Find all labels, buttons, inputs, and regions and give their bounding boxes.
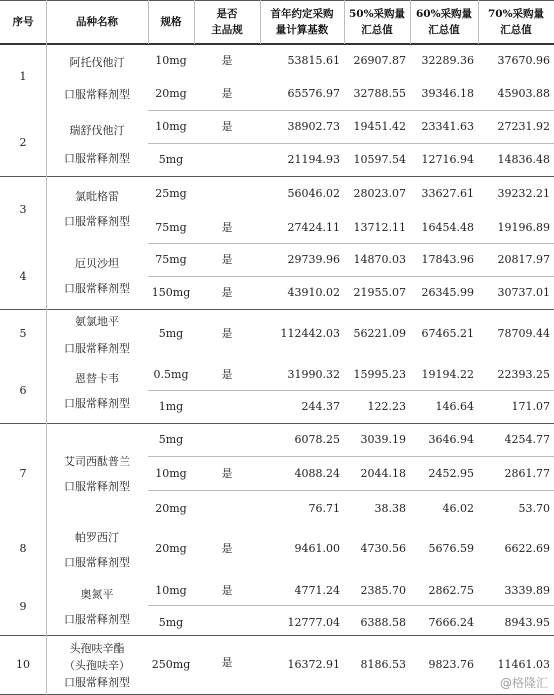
- base-value: 65576.97: [287, 87, 340, 100]
- p60-value: 46.02: [442, 502, 474, 515]
- p50-value: 122.23: [367, 400, 406, 413]
- spec-cell: 5mg: [158, 616, 184, 629]
- p70-value: 45903.88: [497, 87, 550, 100]
- seq-cell: 3: [19, 203, 27, 216]
- p50-value: 15995.23: [353, 368, 406, 381]
- p60-value: 32289.36: [421, 54, 474, 67]
- header-seq: 序号: [12, 16, 34, 28]
- product-form: 口服常释剂型: [64, 397, 130, 410]
- p70-value: 39232.21: [497, 187, 550, 200]
- seq-cell: 2: [19, 136, 27, 149]
- p50-value: 14870.03: [353, 253, 406, 266]
- product-name: 奥氮平: [80, 588, 114, 601]
- p60-value: 9823.76: [428, 658, 474, 671]
- p50-value: 6388.58: [360, 616, 406, 629]
- header-divider: [148, 0, 149, 44]
- spec-cell: 10mg: [155, 584, 187, 597]
- spec-cell: 20mg: [155, 542, 187, 555]
- spec-cell: 75mg: [155, 253, 187, 266]
- base-value: 12777.04: [287, 616, 340, 629]
- main-flag: 是: [221, 467, 233, 480]
- main-flag: 是: [221, 327, 233, 340]
- header-main: 是否 主品规: [211, 8, 243, 36]
- product-name: 阿托伐他汀: [69, 56, 125, 69]
- p70-value: 14836.48: [497, 153, 550, 166]
- product-name: 氨氯地平: [75, 315, 119, 328]
- p50-value: 38.38: [374, 502, 406, 515]
- row-rule: [148, 456, 554, 457]
- header-p70: 70%采购量 汇总值: [487, 8, 545, 36]
- spec-cell: 20mg: [155, 502, 187, 515]
- spec-cell: 75mg: [155, 221, 187, 234]
- product-name: 氯吡格雷: [75, 190, 119, 203]
- base-value: 4088.24: [294, 467, 340, 480]
- p70-value: 27231.92: [497, 120, 550, 133]
- product-name: 帕罗西汀: [75, 531, 119, 544]
- p50-value: 21955.07: [353, 286, 406, 299]
- p60-value: 39346.18: [421, 87, 474, 100]
- p60-value: 16454.48: [421, 221, 474, 234]
- header-base: 首年约定采购 量计算基数: [270, 8, 334, 36]
- p60-value: 19194.22: [421, 368, 474, 381]
- p50-value: 10597.54: [353, 153, 406, 166]
- spec-cell: 5mg: [158, 327, 184, 340]
- seq-cell: 5: [19, 327, 27, 340]
- seq-cell: 4: [19, 270, 27, 283]
- group-rule: [0, 423, 554, 424]
- p50-value: 2044.18: [360, 467, 406, 480]
- base-value: 43910.02: [287, 286, 340, 299]
- base-value: 244.37: [301, 400, 340, 413]
- seq-cell: 6: [19, 384, 27, 397]
- spec-cell: 5mg: [158, 153, 184, 166]
- product-name-alt: （头孢呋辛）: [64, 659, 130, 672]
- p70-value: 19196.89: [497, 221, 550, 234]
- group-rule: [0, 176, 554, 177]
- base-value: 112442.03: [280, 327, 340, 340]
- p60-value: 5676.59: [428, 542, 474, 555]
- product-name: 恩替卡韦: [75, 372, 119, 385]
- main-flag: 是: [221, 221, 233, 234]
- p70-value: 20817.97: [497, 253, 550, 266]
- p50-value: 2385.70: [360, 584, 406, 597]
- p70-value: 78709.44: [497, 327, 550, 340]
- base-value: 31990.32: [287, 368, 340, 381]
- p60-value: 26345.99: [421, 286, 474, 299]
- p50-value: 19451.42: [353, 120, 406, 133]
- base-value: 53815.61: [287, 54, 340, 67]
- base-value: 16372.91: [287, 658, 340, 671]
- main-flag: 是: [221, 54, 233, 67]
- header-p50: 50%采购量 汇总值: [348, 8, 406, 36]
- product-form: 口服常释剂型: [64, 342, 130, 355]
- header-divider: [46, 0, 47, 44]
- header-divider: [344, 0, 345, 44]
- p50-value: 13712.11: [353, 221, 406, 234]
- spec-cell: 25mg: [155, 187, 187, 200]
- base-value: 29739.96: [287, 253, 340, 266]
- base-value: 6078.25: [294, 433, 340, 446]
- p70-value: 8943.95: [504, 616, 550, 629]
- product-form: 口服常释剂型: [64, 88, 130, 101]
- spec-cell: 5mg: [158, 433, 184, 446]
- seq-cell: 7: [19, 467, 27, 480]
- p70-value: 3339.89: [504, 584, 550, 597]
- p60-value: 33627.61: [421, 187, 474, 200]
- product-form: 口服常释剂型: [64, 676, 130, 689]
- p70-value: 53.70: [518, 502, 550, 515]
- spec-cell: 10mg: [155, 120, 187, 133]
- spec-cell: 0.5mg: [153, 368, 189, 381]
- header-bottom-rule: [0, 43, 554, 45]
- spec-cell: 1mg: [158, 400, 184, 413]
- group-rule: [0, 309, 554, 310]
- group-rule: [0, 635, 554, 636]
- main-flag: 是: [221, 253, 233, 266]
- main-flag: 是: [221, 656, 233, 669]
- p70-value: 30737.01: [497, 286, 550, 299]
- p70-value: 6622.69: [504, 542, 550, 555]
- p60-value: 3646.94: [428, 433, 474, 446]
- p50-value: 56221.09: [353, 327, 406, 340]
- header-divider: [194, 0, 195, 44]
- row-rule: [148, 490, 554, 491]
- row-rule: [148, 390, 554, 391]
- main-flag: 是: [221, 368, 233, 381]
- watermark-text: @格隆汇: [499, 676, 548, 690]
- product-name: 艾司西酞普兰: [64, 455, 130, 468]
- p60-value: 12716.94: [421, 153, 474, 166]
- base-value: 21194.93: [287, 153, 340, 166]
- p60-value: 23341.63: [421, 120, 474, 133]
- p70-value: 11461.03: [497, 658, 550, 671]
- base-value: 4771.24: [294, 584, 340, 597]
- spec-cell: 20mg: [155, 87, 187, 100]
- product-name: 头孢呋辛酯: [69, 642, 125, 655]
- main-flag: 是: [221, 542, 233, 555]
- base-value: 56046.02: [287, 187, 340, 200]
- spec-cell: 150mg: [151, 286, 191, 299]
- product-form: 口服常释剂型: [64, 152, 130, 165]
- row-rule: [148, 605, 554, 606]
- main-flag: 是: [221, 286, 233, 299]
- base-value: 76.71: [308, 502, 340, 515]
- p60-value: 7666.24: [428, 616, 474, 629]
- p50-value: 26907.87: [353, 54, 406, 67]
- row-rule: [148, 276, 554, 277]
- p50-value: 4730.56: [360, 542, 406, 555]
- seq-cell: 9: [19, 600, 27, 613]
- seq-cell: 10: [16, 658, 30, 671]
- base-value: 38902.73: [287, 120, 340, 133]
- p50-value: 28023.07: [353, 187, 406, 200]
- product-form: 口服常释剂型: [64, 613, 130, 626]
- product-form: 口服常释剂型: [64, 215, 130, 228]
- header-name: 品种名称: [76, 16, 118, 28]
- row-rule: [148, 143, 554, 144]
- product-form: 口服常释剂型: [64, 282, 130, 295]
- header-p60: 60%采购量 汇总值: [415, 8, 473, 36]
- p60-value: 2862.75: [428, 584, 474, 597]
- p50-value: 8186.53: [360, 658, 406, 671]
- p70-value: 37670.96: [497, 54, 550, 67]
- p60-value: 2452.95: [428, 467, 474, 480]
- base-value: 27424.11: [287, 221, 340, 234]
- seq-cell: 8: [19, 542, 27, 555]
- row-rule: [148, 110, 554, 111]
- base-value: 9461.00: [294, 542, 340, 555]
- header-divider: [478, 0, 479, 44]
- main-flag: 是: [221, 87, 233, 100]
- header-spec: 规格: [160, 16, 182, 28]
- spec-cell: 10mg: [155, 467, 187, 480]
- table-top-rule: [0, 0, 554, 1]
- p60-value: 67465.21: [421, 327, 474, 340]
- p70-value: 2861.77: [504, 467, 550, 480]
- product-form: 口服常释剂型: [64, 556, 130, 569]
- row-rule: [148, 243, 554, 244]
- p70-value: 171.07: [511, 400, 550, 413]
- p70-value: 4254.77: [504, 433, 550, 446]
- p70-value: 22393.25: [497, 368, 550, 381]
- p60-value: 146.64: [435, 400, 474, 413]
- header-divider: [260, 0, 261, 44]
- p50-value: 32788.55: [353, 87, 406, 100]
- header-divider: [410, 0, 411, 44]
- product-name: 厄贝沙坦: [75, 257, 119, 270]
- spec-cell: 250mg: [151, 658, 191, 671]
- spec-cell: 10mg: [155, 54, 187, 67]
- p50-value: 3039.19: [360, 433, 406, 446]
- seq-cell: 1: [19, 70, 27, 83]
- p60-value: 17843.96: [421, 253, 474, 266]
- product-form: 口服常释剂型: [64, 480, 130, 493]
- product-name: 瑞舒伐他汀: [69, 124, 125, 137]
- main-flag: 是: [221, 584, 233, 597]
- main-flag: 是: [221, 120, 233, 133]
